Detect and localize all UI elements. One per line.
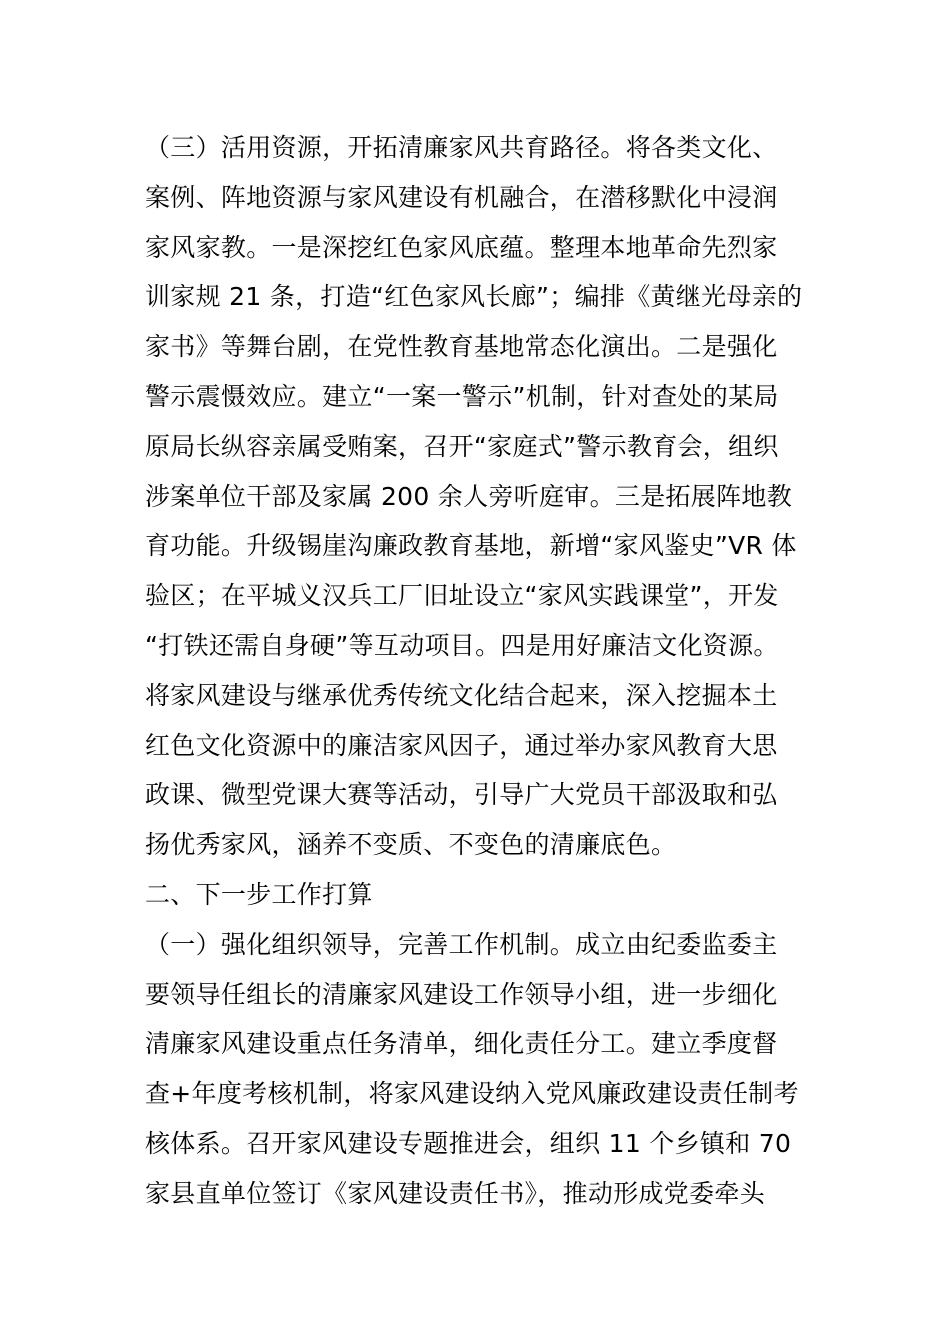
paragraph-line: 政课、微型党课大赛等活动，引导广大党员干部汲取和弘 xyxy=(145,780,778,810)
paragraph-line: 扬优秀家风，涵养不变质、不变色的清廉底色。 xyxy=(145,830,677,860)
paragraph-line: （一）强化组织领导，完善工作机制。成立由纪委监委主 xyxy=(145,929,778,959)
paragraph-line: 家县直单位签订《家风建设责任书》，推动形成党委牵头 xyxy=(145,1178,766,1208)
paragraph-line: 训家规 21 条，打造“红色家风长廊”；编排《黄继光母亲的 xyxy=(145,282,803,312)
paragraph-line: 家书》等舞台剧，在党性教育基地常态化演出。二是强化 xyxy=(145,332,778,362)
paragraph-line: 警示震慑效应。建立“一案一警示”机制，针对查处的某局 xyxy=(145,381,779,411)
paragraph-line: 育功能。升级锡崖沟廉政教育基地，新增“家风鉴史”VR 体 xyxy=(145,531,797,561)
paragraph-line: 核体系。召开家风建设专题推进会，组织 11 个乡镇和 70 xyxy=(145,1128,792,1158)
paragraph-line: 查+年度考核机制，将家风建设纳入党风廉政建设责任制考 xyxy=(145,1079,799,1109)
document-body xyxy=(145,123,815,1219)
paragraph-line: 原局长纵容亲属受贿案，召开“家庭式”警示教育会，组织 xyxy=(145,431,779,461)
paragraph-line: 将家风建设与继承优秀传统文化结合起来，深入挖掘本土 xyxy=(145,680,778,710)
paragraph-line: （三）活用资源，开拓清廉家风共育路径。将各类文化、 xyxy=(145,133,778,162)
paragraph-line: 案例、阵地资源与家风建设有机融合，在潜移默化中浸润 xyxy=(145,182,778,212)
paragraph-line: 清廉家风建设重点任务清单，细化责任分工。建立季度督 xyxy=(145,1029,778,1059)
paragraph-line: “打铁还需自身硬”等互动项目。四是用好廉洁文化资源。 xyxy=(145,630,779,660)
paragraph-line: 验区；在平城义汉兵工厂旧址设立“家风实践课堂”，开发 xyxy=(145,581,779,611)
paragraph-line: 家风家教。一是深挖红色家风底蕴。整理本地革命先烈家 xyxy=(145,232,778,262)
paragraph-line: 涉案单位干部及家属 200 余人旁听庭审。三是拓展阵地教 xyxy=(145,481,793,511)
section-heading: 二、下一步工作打算 xyxy=(145,879,373,909)
paragraph-line: 要领导任组长的清廉家风建设工作领导小组，进一步细化 xyxy=(145,979,778,1009)
paragraph-line: 红色文化资源中的廉洁家风因子，通过举办家风教育大思 xyxy=(145,730,778,760)
